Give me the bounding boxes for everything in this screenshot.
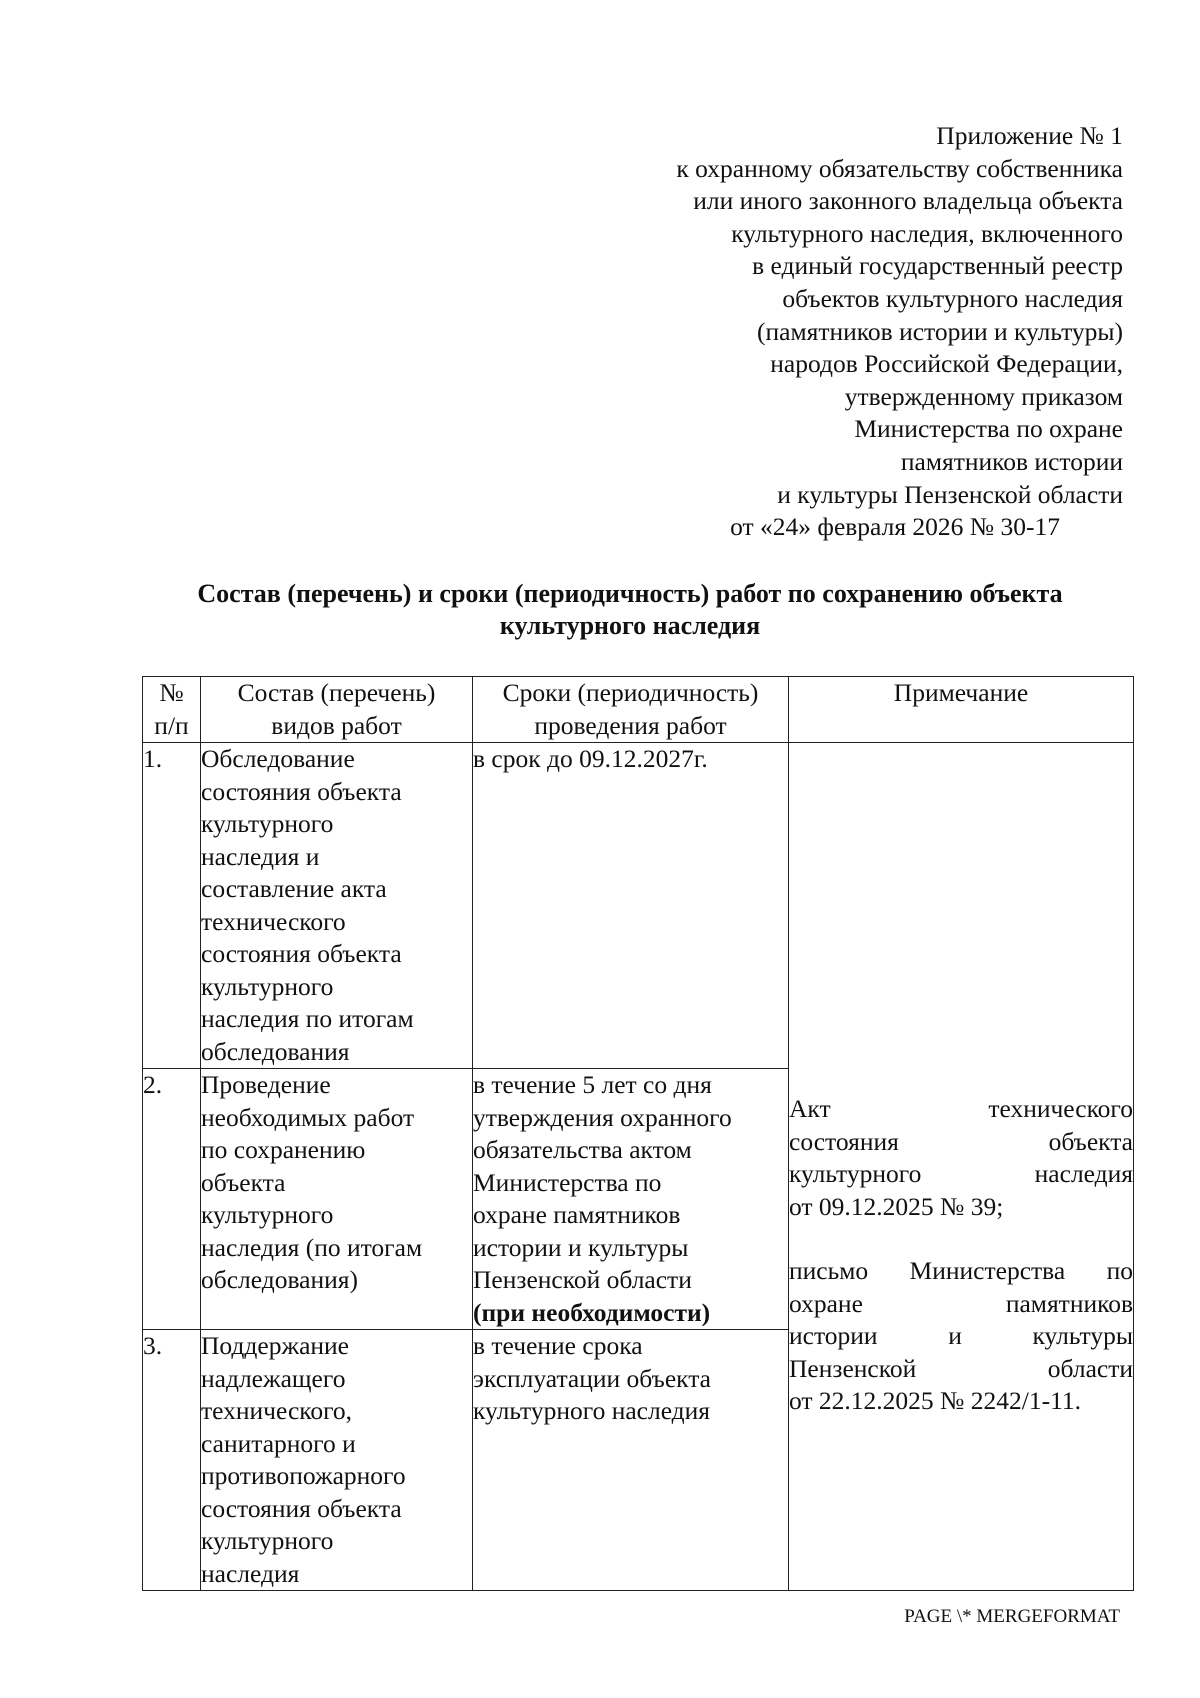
- appendix-header: [560, 120, 1123, 544]
- work-line: составление акта: [201, 874, 387, 903]
- work-line: наследия и: [201, 841, 320, 871]
- term-line: обязательства актом: [473, 1135, 692, 1164]
- term-cell: [473, 743, 789, 1069]
- term-line: в течение срока: [473, 1331, 643, 1360]
- note-word: и: [948, 1321, 962, 1350]
- work-line: по сохранению: [201, 1135, 366, 1164]
- appendix-line: к охранному обязательству собственника: [676, 153, 1123, 183]
- term-line: охране памятников: [473, 1200, 681, 1229]
- term-cell: [473, 1330, 789, 1591]
- term-line: Министерства по: [473, 1167, 662, 1197]
- work-line: культурного: [201, 1526, 334, 1555]
- appendix-date: от «24» февраля 2026 № 30-17: [730, 512, 1060, 542]
- note-word: состояния: [789, 1126, 899, 1156]
- header-note-line: Примечание: [893, 678, 1029, 707]
- note-word: области: [1047, 1353, 1133, 1383]
- work-line: Поддержание: [201, 1331, 349, 1360]
- note-word: культуры: [1032, 1321, 1133, 1350]
- appendix-line: Приложение № 1: [936, 121, 1123, 150]
- term-line: в срок до 09.12.2027г.: [473, 744, 708, 773]
- term-line: Пензенской области: [473, 1265, 692, 1294]
- work-line: наследия: [201, 1558, 300, 1588]
- appendix-line: культурного наследия, включенного: [731, 218, 1123, 248]
- title-line: Состав (перечень) и сроки (периодичность) работ по сохранению объекта: [197, 579, 1063, 608]
- term-line: истории и культуры: [473, 1232, 689, 1262]
- appendix-line: объектов культурного наследия: [782, 283, 1123, 313]
- note-paragraph-letter: [789, 1255, 1133, 1418]
- work-line: санитарного и: [201, 1428, 356, 1458]
- header-note: [789, 677, 1134, 743]
- note-word: по: [1106, 1256, 1133, 1285]
- appendix-line: в единый государственный реестр: [752, 251, 1123, 281]
- work-line: необходимых работ: [201, 1102, 415, 1132]
- title-line: культурного наследия: [499, 611, 761, 640]
- work-line: наследия (по итогам: [201, 1232, 423, 1262]
- term-line: культурного наследия: [473, 1396, 711, 1425]
- note-word: охране: [789, 1288, 863, 1318]
- note-paragraph-act: [789, 1093, 1133, 1223]
- page-footer-field: PAGE \* MERGEFORMAT: [904, 1606, 1120, 1627]
- work-line: технического,: [201, 1396, 353, 1425]
- header-num-line: №: [159, 678, 184, 707]
- note-word: Пензенской: [789, 1353, 917, 1383]
- work-line: объекта: [201, 1167, 286, 1197]
- work-line: культурного: [201, 1200, 334, 1229]
- note-word: объекта: [1048, 1126, 1133, 1156]
- work-line: обследования: [201, 1036, 350, 1066]
- header-num: [143, 677, 201, 743]
- note-word: памятников: [1005, 1288, 1133, 1318]
- appendix-line: или иного законного владельца объекта: [693, 186, 1123, 216]
- note-word: Акт: [789, 1094, 831, 1123]
- work-line: противопожарного: [201, 1461, 406, 1490]
- work-cell: [201, 743, 473, 1069]
- term-line: в течение 5 лет со дня: [473, 1070, 712, 1099]
- header-term: [473, 677, 789, 743]
- work-cell: [201, 1069, 473, 1330]
- row-number: 2.: [143, 1069, 201, 1330]
- work-line: состояния объекта: [201, 939, 402, 968]
- row-number: 3.: [143, 1330, 201, 1591]
- work-line: Проведение: [201, 1070, 331, 1099]
- work-line: надлежащего: [201, 1363, 346, 1393]
- appendix-line: памятников истории: [900, 446, 1123, 476]
- work-line: обследования): [201, 1265, 359, 1294]
- header-work-line: Состав (перечень): [237, 678, 436, 707]
- note-word: истории: [789, 1321, 878, 1350]
- work-line: Обследование: [201, 744, 355, 773]
- note-word: письмо: [789, 1256, 869, 1285]
- header-work-line: видов работ: [271, 710, 402, 740]
- note-word: Министерства: [909, 1256, 1066, 1285]
- header-num-line: п/п: [154, 710, 189, 740]
- header-work: [201, 677, 473, 743]
- note-cell: [789, 743, 1134, 1591]
- appendix-line: и культуры Пензенской области: [777, 479, 1123, 509]
- appendix-line: Министерства по охране: [854, 414, 1123, 444]
- work-line: культурного: [201, 971, 334, 1001]
- note-word: наследия: [1034, 1159, 1133, 1188]
- term-cell: [473, 1069, 789, 1330]
- work-line: состояния объекта: [201, 776, 402, 806]
- note-word: технического: [988, 1094, 1133, 1123]
- table-header-row: [143, 677, 1134, 743]
- header-term-line: Сроки (периодичность): [502, 678, 759, 707]
- appendix-line: утвержденному приказом: [844, 381, 1123, 411]
- note-line: от 09.12.2025 № 39;: [789, 1191, 1004, 1221]
- work-line: технического: [201, 906, 346, 936]
- table-row: [143, 743, 1134, 1069]
- term-line: утверждения охранного: [473, 1102, 732, 1132]
- term-line: эксплуатации объекта: [473, 1363, 711, 1393]
- work-line: состояния объекта: [201, 1493, 402, 1523]
- work-cell: [201, 1330, 473, 1591]
- note-word: культурного: [789, 1159, 922, 1188]
- row-number: 1.: [143, 743, 201, 1069]
- work-line: культурного: [201, 809, 334, 838]
- works-table: [142, 676, 1134, 1591]
- header-term-line: проведения работ: [534, 710, 727, 740]
- work-line: наследия по итогам: [201, 1004, 414, 1033]
- term-line-bold: (при необходимости): [473, 1297, 711, 1327]
- appendix-line: народов Российской Федерации,: [770, 349, 1123, 379]
- appendix-line: (памятников истории и культуры): [757, 316, 1123, 346]
- note-line: от 22.12.2025 № 2242/1-11.: [789, 1386, 1082, 1415]
- document-title: [140, 578, 1120, 642]
